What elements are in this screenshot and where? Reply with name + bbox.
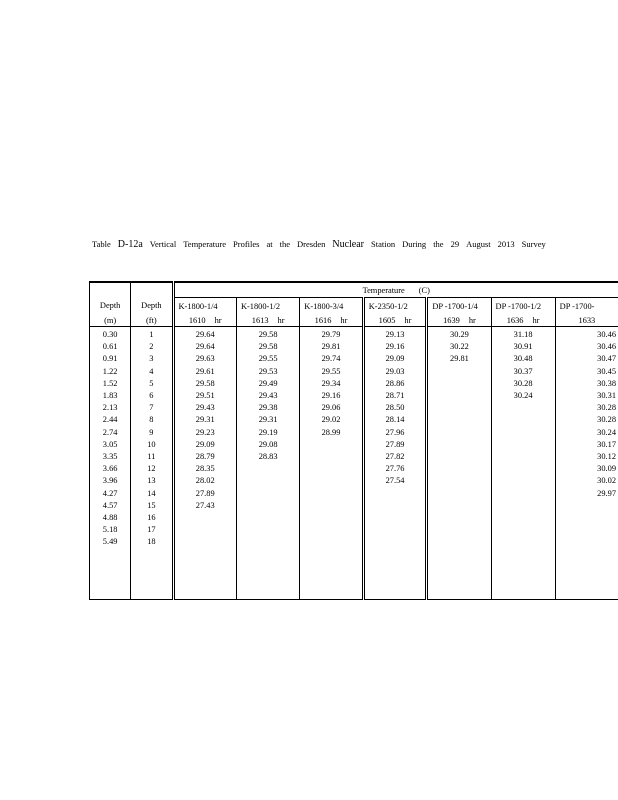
station-name: K-2350-1/2 — [363, 298, 427, 315]
temperature-value: 28.71 — [385, 391, 405, 401]
depth-ft-value: 9 — [149, 427, 154, 437]
depth-m-value: 2.13 — [102, 403, 118, 413]
caption-word: Vertical — [149, 239, 177, 249]
temperature-value: 29.19 — [258, 427, 278, 437]
depth-ft-value: 1 — [149, 330, 154, 339]
station-time-cell — [173, 314, 236, 327]
temperature-value: 27.54 — [385, 476, 405, 486]
station-time-unit: hr — [277, 315, 285, 325]
station-name: K-1800-1/4 — [173, 298, 236, 315]
temperature-value: 28.79 — [195, 452, 215, 462]
temperature-value: 29.13 — [385, 330, 405, 339]
station-time-unit: hr — [468, 315, 476, 325]
station-time: 1616 — [314, 315, 332, 325]
temperature-value: 27.89 — [195, 488, 215, 498]
station-time-unit: hr — [532, 315, 540, 325]
temperature-value: 28.99 — [321, 427, 341, 437]
temperature-value: 28.14 — [385, 415, 405, 425]
temperature-value: 30.22 — [450, 342, 469, 352]
depth-ft-value: 15 — [147, 500, 156, 510]
temperature-value: 29.02 — [321, 415, 341, 425]
temperature-value: 29.16 — [385, 342, 405, 352]
depth-m-value: 3.35 — [102, 452, 118, 462]
station-column — [491, 327, 555, 600]
temperature-value: 29.38 — [258, 403, 278, 413]
temperature-value: 30.24 — [513, 391, 533, 401]
caption-word: Station — [371, 239, 396, 249]
depth-ft-value: 2 — [149, 342, 154, 352]
temperature-value: 30.45 — [597, 366, 616, 376]
temperature-value: 27.96 — [385, 427, 405, 437]
caption-word: During — [402, 239, 427, 249]
caption-word: Nuclear — [332, 239, 364, 250]
temperature-value: 28.02 — [195, 476, 215, 486]
station-time-cell — [555, 314, 618, 327]
temperature-value: 29.16 — [321, 391, 341, 401]
temperature-value: 30.38 — [597, 378, 616, 388]
depth-ft-value: 18 — [147, 537, 156, 547]
depth-m-value: 1.83 — [102, 391, 118, 401]
temperature-value: 27.43 — [195, 500, 215, 510]
temperature-header-unit: (C) — [418, 285, 430, 295]
temperature-value: 29.63 — [195, 354, 215, 364]
station-time-cell — [491, 314, 555, 327]
depth-ft-value: 11 — [147, 452, 156, 462]
depth-m-label: Depth — [90, 298, 131, 315]
station-name: DP -1700- — [559, 301, 595, 311]
depth-ft-value: 16 — [147, 513, 156, 523]
temperature-value: 30.12 — [597, 452, 616, 462]
temperature-value: 29.97 — [597, 488, 616, 498]
table-caption — [92, 239, 612, 250]
temperature-value: 29.58 — [195, 378, 215, 388]
station-column — [427, 327, 491, 600]
temperature-value: 27.89 — [385, 439, 405, 449]
temperature-value: 30.48 — [513, 354, 533, 364]
temperature-header-label: Temperature — [362, 285, 405, 295]
station-name: K-1800-1/2 — [236, 298, 299, 315]
temperature-value: 28.35 — [195, 464, 215, 474]
depth-m-value: 5.18 — [102, 525, 118, 535]
station-name: K-1800-3/4 — [300, 298, 363, 315]
depth-m-value: 4.57 — [102, 500, 118, 510]
temperature-value: 29.51 — [195, 391, 215, 401]
depth-ft-value: 13 — [147, 476, 156, 486]
depth-ft-value: 5 — [149, 378, 154, 388]
temperature-value: 29.58 — [258, 330, 278, 339]
station-time-unit: hr — [340, 315, 348, 325]
depth-ft-value: 8 — [149, 415, 154, 425]
station-column — [300, 327, 363, 600]
station-name: DP -1700-1/4 — [427, 298, 491, 315]
temperature-profile-table — [89, 281, 618, 600]
depth-m-value: 3.05 — [102, 439, 118, 449]
temperature-value: 30.47 — [597, 354, 616, 364]
station-time: 1610 — [188, 315, 206, 325]
temperature-value: 29.53 — [258, 366, 278, 376]
depth-m-value: 0.61 — [102, 342, 118, 352]
temperature-value: 29.64 — [195, 330, 215, 339]
temperature-value: 29.55 — [258, 354, 278, 364]
depth-ft-value: 4 — [149, 366, 154, 376]
depth-m-header-spacer — [90, 282, 131, 298]
caption-word: at — [266, 239, 273, 249]
depth-m-value: 3.96 — [102, 476, 118, 486]
caption-word: Table — [92, 239, 111, 249]
station-time-unit: hr — [404, 315, 412, 325]
temperature-value: 28.86 — [385, 378, 405, 388]
depth-m-unit: (m) — [90, 314, 131, 327]
station-column — [555, 327, 618, 600]
depth-m-value: 0.30 — [102, 330, 118, 339]
temperature-value: 27.82 — [385, 452, 405, 462]
temperature-value: 29.09 — [385, 354, 405, 364]
caption-word: Dresden — [297, 239, 326, 249]
station-column — [236, 327, 299, 600]
depth-m-value: 2.74 — [102, 427, 118, 437]
temperature-value: 29.31 — [258, 415, 278, 425]
depth-ft-column — [131, 327, 173, 600]
depth-m-value: 5.49 — [102, 537, 118, 547]
caption-word: Survey — [521, 239, 546, 249]
temperature-value: 28.50 — [385, 403, 405, 413]
station-time: 1636 — [506, 315, 524, 325]
temperature-value: 30.31 — [597, 391, 616, 401]
depth-ft-label: Depth — [131, 298, 173, 315]
temperature-value: 30.28 — [513, 378, 533, 388]
temperature-value: 29.34 — [321, 378, 341, 388]
temperature-value: 29.79 — [321, 330, 341, 339]
temperature-value: 29.09 — [195, 439, 215, 449]
caption-word: D-12a — [117, 239, 143, 250]
temperature-value: 29.64 — [195, 342, 215, 352]
temperature-value: 29.31 — [195, 415, 215, 425]
temperature-value: 30.46 — [597, 342, 616, 352]
temperature-value: 30.28 — [597, 403, 616, 413]
temperature-value: 29.55 — [321, 366, 341, 376]
depth-m-value: 4.27 — [102, 488, 118, 498]
depth-m-value: 2.44 — [102, 415, 118, 425]
caption-word: the — [279, 239, 291, 249]
station-time: 1633 — [578, 315, 596, 325]
temperature-value: 29.81 — [450, 354, 469, 364]
depth-ft-value: 3 — [149, 354, 154, 364]
temperature-value: 30.28 — [597, 415, 616, 425]
temperature-value: 29.03 — [385, 366, 405, 376]
caption-word: August — [466, 239, 491, 249]
temperature-value: 30.91 — [513, 342, 533, 352]
temperature-value: 29.49 — [258, 378, 278, 388]
temperature-value: 29.43 — [258, 391, 278, 401]
station-time-cell — [427, 314, 491, 327]
station-time: 1613 — [251, 315, 269, 325]
depth-ft-unit: (ft) — [131, 314, 173, 327]
temperature-value: 30.02 — [597, 476, 616, 486]
depth-m-value: 3.66 — [102, 464, 118, 474]
station-time-cell — [300, 314, 363, 327]
station-column — [363, 327, 427, 600]
station-name: DP -1700-1/2 — [491, 298, 555, 315]
temperature-value: 28.83 — [258, 452, 278, 462]
caption-word: Temperature — [183, 239, 227, 249]
temperature-group-header — [173, 282, 618, 298]
temperature-value: 29.43 — [195, 403, 215, 413]
depth-m-value: 1.22 — [102, 366, 118, 376]
temperature-value: 30.29 — [450, 330, 469, 339]
caption-word: the — [433, 239, 444, 249]
depth-ft-value: 12 — [147, 464, 156, 474]
temperature-value: 29.58 — [258, 342, 278, 352]
depth-m-value: 1.52 — [102, 378, 118, 388]
temperature-value: 29.06 — [321, 403, 341, 413]
temperature-value: 30.46 — [597, 330, 616, 339]
depth-ft-value: 6 — [149, 391, 154, 401]
depth-ft-value: 7 — [149, 403, 154, 413]
temperature-value: 30.09 — [597, 464, 616, 474]
temperature-value: 29.81 — [321, 342, 341, 352]
depth-m-column — [90, 327, 131, 600]
temperature-value: 29.61 — [195, 366, 215, 376]
station-time-cell — [236, 314, 299, 327]
temperature-value: 29.08 — [258, 439, 278, 449]
temperature-value: 31.18 — [513, 330, 533, 339]
depth-ft-value: 14 — [147, 488, 156, 498]
station-time-unit: hr — [214, 315, 222, 325]
caption-word: 2013 — [497, 239, 515, 249]
station-time-cell — [363, 314, 427, 327]
temperature-value: 27.76 — [385, 464, 405, 474]
depth-ft-header-spacer — [131, 282, 173, 298]
depth-ft-value: 10 — [147, 439, 156, 449]
depth-m-value: 4.88 — [102, 513, 118, 523]
depth-ft-value: 17 — [147, 525, 156, 535]
temperature-value: 30.37 — [513, 366, 533, 376]
caption-word: 29 — [450, 239, 460, 249]
caption-word: Profiles — [233, 239, 260, 249]
station-column — [173, 327, 236, 600]
depth-m-value: 0.91 — [102, 354, 118, 364]
station-time: 1639 — [443, 315, 460, 325]
station-time: 1605 — [378, 315, 396, 325]
temperature-value: 30.24 — [597, 427, 616, 437]
temperature-value: 29.23 — [195, 427, 215, 437]
temperature-value: 30.17 — [597, 439, 616, 449]
temperature-value: 29.74 — [321, 354, 341, 364]
